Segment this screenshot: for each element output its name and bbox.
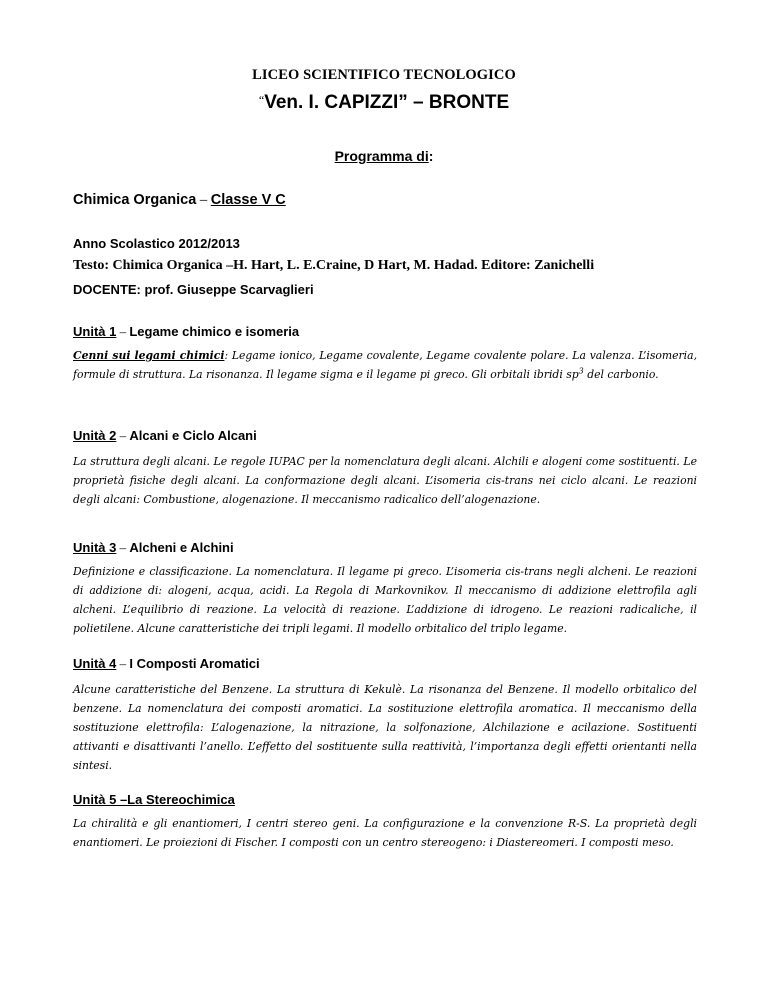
- unit-2-heading: [73, 428, 257, 444]
- school-name: [0, 92, 768, 114]
- unit-dash: –: [116, 540, 130, 555]
- unit-5-heading: [73, 792, 235, 807]
- unit-4-heading: [73, 656, 260, 672]
- programma-heading: [0, 148, 768, 164]
- subject-classe: Classe V C: [210, 192, 286, 208]
- unit-1-text-a: : Legame ionico, Legame covalente, Legame covalente polare. La valenza. L’isomeria, formule di struttura. La risonanza. Il legame sigma e il legame pi greco. Gli orbitali ibridi sp: [73, 349, 698, 381]
- unit-title: I Composti Aromatici: [129, 656, 260, 671]
- unit-dash: –: [116, 428, 130, 443]
- unit-4-body: Alcune caratteristiche del Benzene. La struttura di Kekulè. La risonanza del Benzene. Il modello orbitalico del benzene. La nomenclatura dei composti aromatici. La sostituzione elettrofila aromatica. Il meccanismo della sostituzione elettrofila: L’alogenazione, la nitrazione, la solfonazione, Alchilazione e acilazione. Sostituenti attivanti e disattivanti l’anello. L’effetto del sostituente sulla reattività, l’importanza degli effetti orientanti nella sintesi.: [73, 683, 697, 772]
- anno-scolastico: Anno Scolastico 2012/2013: [73, 236, 240, 251]
- unit-title: Alcheni e Alchini: [129, 540, 234, 555]
- school-name-text: Ven. I. CAPIZZI” – BRONTE: [264, 92, 510, 113]
- unit-label: Unità 3: [73, 540, 117, 555]
- subject-line: [73, 192, 286, 209]
- programma-colon: :: [428, 148, 434, 164]
- unit-5-body: La chiralità e gli enantiomeri, I centri stereo geni. La configurazione e la convenzione R-S. La proprietà degli enantiomeri. Le proiezioni di Fischer. I composti con un centro stereogeno: i Diastereomeri. I composti meso.: [73, 817, 697, 849]
- unit-title: Legame chimico e isomeria: [129, 324, 300, 339]
- subject-dash: –: [196, 192, 211, 208]
- unit-label: Unità 4: [73, 656, 117, 671]
- docente-line: DOCENTE: prof. Giuseppe Scarvaglieri: [73, 282, 314, 297]
- unit-title: Alcani e Ciclo Alcani: [129, 428, 257, 443]
- unit-label: Unità 2: [73, 428, 117, 443]
- unit-3-heading: [73, 540, 234, 556]
- unit-1-body: [73, 346, 697, 384]
- unit-1-text-b: del carbonio.: [583, 368, 659, 381]
- unit-dash: –: [116, 656, 130, 671]
- unit-label: Unità 1: [73, 324, 117, 339]
- school-title: LICEO SCIENTIFICO TECNOLOGICO: [252, 67, 516, 83]
- testo-line: Testo: Chimica Organica –H. Hart, L. E.Craine, D Hart, M. Hadad. Editore: Zanichelli: [73, 258, 595, 273]
- programma-label: Programma di: [334, 148, 429, 164]
- unit-dash: –: [116, 324, 130, 339]
- open-quote: “: [258, 93, 265, 107]
- unit-1-sup: 3: [578, 366, 584, 376]
- unit-1-lead: Cenni sui legami chimici: [73, 349, 225, 362]
- unit-3-body: Definizione e classificazione. La nomenclatura. Il legame pi greco. L’isomeria cis-trans negli alcheni. Le reazioni di addizione di: alogeni, acqua, acidi. La Regola di Markovnikov. Il meccanismo di addizione elettrofila agli alcheni. L’equilibrio di reazione. La velocità di reazione. L’addizione di idrogeno. Le reazioni radicaliche, il polietilene. Alcune caratteristiche dei tripli legami. Il modello orbitalico del triplo legame.: [73, 565, 697, 635]
- unit-1-heading: [73, 324, 299, 340]
- subject-name: Chimica Organica: [73, 192, 197, 208]
- unit-label: Unità 5 –La Stereochimica: [73, 792, 235, 807]
- unit-2-body: La struttura degli alcani. Le regole IUPAC per la nomenclatura degli alcani. Alchili e alogeni come sostituenti. Le proprietà fisiche degli alcani. La conformazione degli alcani. L’isomeria cis-trans nei ciclo alcani. Le reazioni degli alcani: Combustione, alogenazione. Il meccanismo radicalico dell’alogenazione.: [73, 455, 697, 506]
